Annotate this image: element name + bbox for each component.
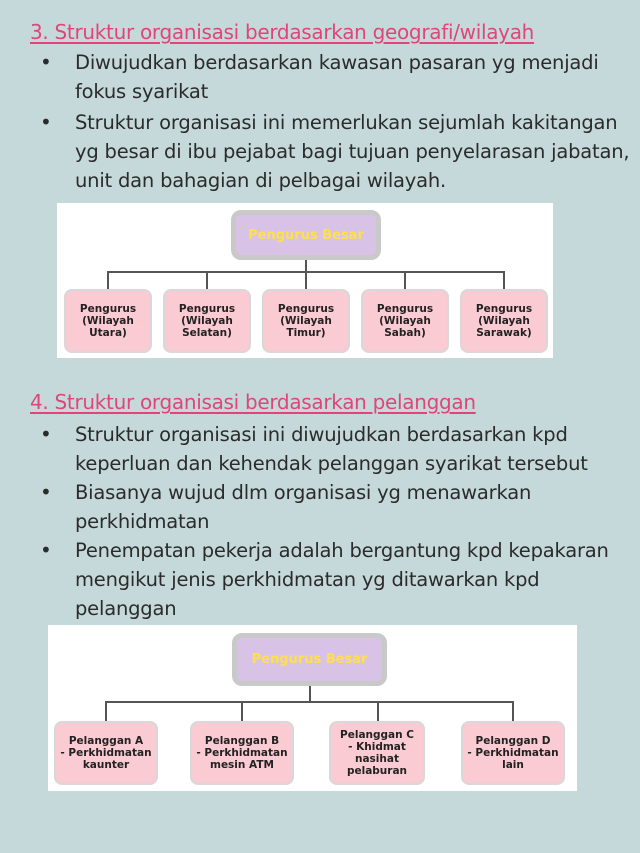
connector-line — [107, 271, 109, 291]
section3-bullet-list — [40, 48, 630, 195]
connector-line — [309, 686, 311, 702]
connector-line — [241, 701, 243, 723]
connector-line — [404, 271, 406, 291]
chart-top-node: Pengurus Besar — [231, 210, 381, 260]
chart-node: Pengurus (Wilayah Sabah) — [361, 289, 449, 353]
section3-heading: 3. Struktur organisasi berdasarkan geografi/wilayah — [30, 20, 535, 44]
chart-node: Pelanggan C - Khidmat nasihat pelaburan — [329, 721, 425, 785]
list-item: • Struktur organisasi ini memerlukan sejumlah kakitangan yg besar di ibu pejabat bagi tujuan penyelarasan jabatan, unit dan bahagian di pelbagai wilayah. — [40, 108, 630, 195]
chart-node: Pelanggan A - Perkhidmatan kaunter — [54, 721, 158, 785]
chart-node: Pengurus (Wilayah Sarawak) — [460, 289, 548, 353]
list-item: • Diwujudkan berdasarkan kawasan pasaran yg menjadi fokus syarikat — [40, 48, 630, 106]
chart-node: Pelanggan D - Perkhidmatan lain — [461, 721, 565, 785]
list-item: • Biasanya wujud dlm organisasi yg menawarkan perkhidmatan — [40, 478, 630, 536]
connector-line — [305, 271, 307, 291]
list-item: • Penempatan pekerja adalah bergantung kpd kepakaran mengikut jenis perkhidmatan yg ditawarkan kpd pelanggan — [40, 536, 630, 623]
chart-node: Pengurus (Wilayah Timur) — [262, 289, 350, 353]
section4-bullet-list — [40, 420, 630, 623]
connector-line — [105, 701, 107, 723]
chart-node: Pengurus (Wilayah Selatan) — [163, 289, 251, 353]
list-item: • Struktur organisasi ini diwujudkan berdasarkan kpd keperluan dan kehendak pelanggan syarikat tersebut — [40, 420, 630, 478]
connector-line — [206, 271, 208, 291]
customer-org-chart — [48, 625, 577, 791]
geography-org-chart — [57, 203, 553, 358]
connector-line — [377, 701, 379, 723]
chart-node: Pengurus (Wilayah Utara) — [64, 289, 152, 353]
connector-line — [512, 701, 514, 723]
connector-line — [503, 271, 505, 291]
connector-line — [105, 701, 513, 703]
chart-top-node: Pengurus Besar — [232, 633, 387, 686]
chart-node: Pelanggan B - Perkhidmatan mesin ATM — [190, 721, 294, 785]
section4-heading: 4. Struktur organisasi berdasarkan pelanggan — [30, 390, 476, 414]
